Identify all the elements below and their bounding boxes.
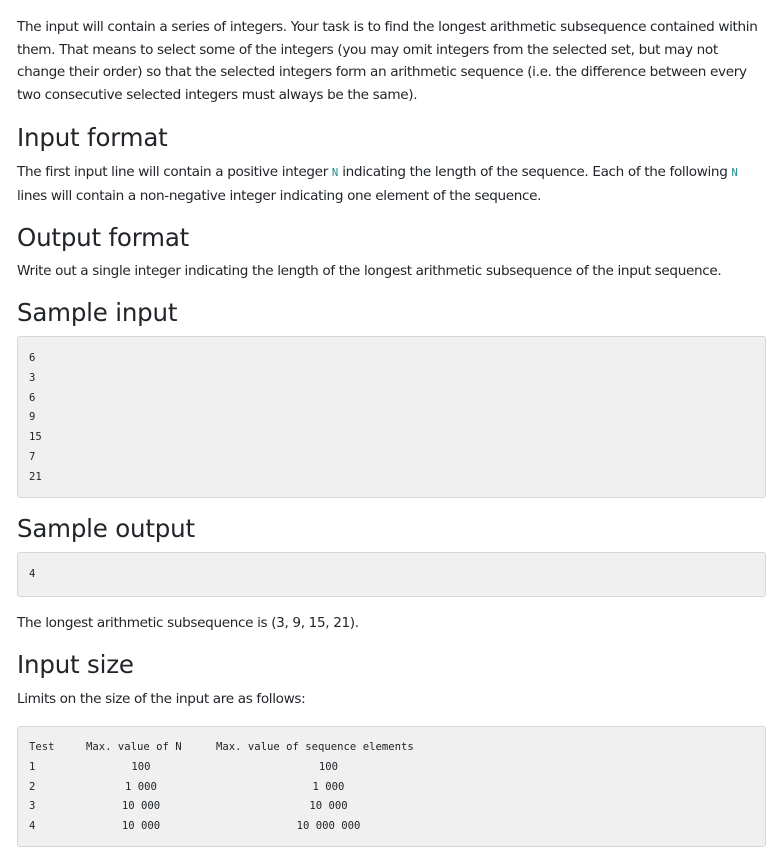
max-n-value: 10 000 xyxy=(121,820,161,833)
sample-input-line: 3 xyxy=(29,371,36,384)
max-n-value: 1 000 xyxy=(125,780,157,793)
intro-paragraph: The input will contain a series of integers. Your task is to find the longest arithmetic subsequence contained within them. That means to select some of the integers (you may omit integers from the selected set, but may not change their order) so that the selected integers form an arithmetic sequence (i.e. the difference between every two consecutive selected integers must always be the same). xyxy=(17,19,758,103)
output-format-heading: Output format xyxy=(17,223,190,252)
max-element-value: 100 xyxy=(318,760,339,773)
limits-row xyxy=(29,797,754,817)
sample-input-line: 6 xyxy=(29,391,36,404)
input-format-heading: Input format xyxy=(17,123,168,152)
output-format-paragraph: Write out a single integer indicating the length of the longest arithmetic subsequence of the input sequence. xyxy=(17,263,722,279)
sample-input-line: 7 xyxy=(29,450,36,463)
input-size-paragraph: Limits on the size of the input are as follows: xyxy=(17,691,306,707)
header-test: Test xyxy=(29,741,55,753)
limits-row xyxy=(29,758,754,778)
input-format-text-1: The first input line will contain a positive integer xyxy=(17,164,332,180)
test-number: 3 xyxy=(29,800,36,813)
limits-row xyxy=(29,778,754,798)
test-number: 1 xyxy=(29,760,36,773)
max-n-value: 10 000 xyxy=(121,800,161,813)
max-n-value: 100 xyxy=(131,760,151,773)
test-number: 2 xyxy=(29,780,36,793)
header-max-n: Max. value of N xyxy=(86,741,182,753)
test-number: 4 xyxy=(29,820,36,833)
sample-explanation: The longest arithmetic subsequence is (3, 9, 15, 21). xyxy=(17,615,359,631)
limits-header-row xyxy=(29,738,754,758)
header-max-value: Max. value of sequence elements xyxy=(216,741,414,753)
sample-input-line: 9 xyxy=(29,411,36,424)
limits-table-block[interactable] xyxy=(17,726,766,847)
max-element-value: 10 000 xyxy=(309,800,348,813)
sample-output-heading: Sample output xyxy=(17,514,195,543)
sample-input-block[interactable] xyxy=(17,336,766,498)
sample-output-line: 4 xyxy=(29,568,36,580)
n-variable: N xyxy=(731,167,738,179)
sample-output-block[interactable] xyxy=(17,552,766,597)
input-size-heading: Input size xyxy=(17,650,134,679)
input-format-text-2: indicating the length of the sequence. Each of the following xyxy=(338,164,732,180)
max-element-value: 1 000 xyxy=(312,780,345,793)
n-variable: N xyxy=(331,167,339,179)
input-format-text-3: lines will contain a non-negative integer indicating one element of the sequence. xyxy=(17,187,542,204)
sample-input-heading: Sample input xyxy=(17,298,178,327)
input-format-paragraph xyxy=(17,161,769,207)
sample-input-line: 6 xyxy=(29,352,36,364)
sample-input-line: 15 xyxy=(29,431,42,444)
sample-input-line: 21 xyxy=(29,470,42,483)
limits-row xyxy=(29,817,754,837)
max-element-value: 10 000 000 xyxy=(296,820,361,833)
